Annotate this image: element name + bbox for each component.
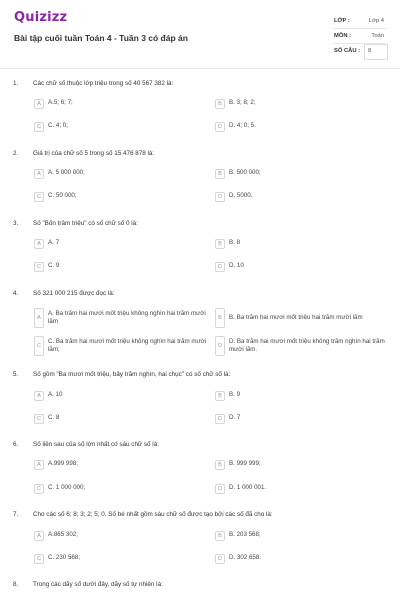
question-text: Trong các dãy số dưới đây, dãy số tự nhiên là: [33, 581, 163, 588]
option-letter: C [34, 484, 44, 494]
option-c[interactable] [34, 552, 214, 565]
option-letter: C [34, 336, 44, 356]
question-number: 5. [13, 371, 19, 378]
meta-grade [334, 14, 386, 29]
option-text: C. 8 [48, 414, 60, 422]
option-d[interactable] [215, 120, 393, 133]
option-d[interactable] [215, 412, 393, 425]
option-text: C. 230 568; [48, 554, 80, 562]
option-text: B. 3; 8; 2; [229, 99, 256, 107]
option-text: A. 5 000 000; [48, 169, 85, 177]
option-letter: D [215, 262, 225, 272]
option-text: A. 10 [48, 391, 63, 399]
question-number: 4. [13, 290, 19, 297]
option-c[interactable] [34, 335, 214, 357]
option-letter: D [215, 122, 225, 132]
question-text: Số gồm "Ba mươi mốt triệu, bảy trăm nghìn, hai chục" có số chữ số là: [33, 371, 231, 378]
option-letter: C [34, 414, 44, 424]
question-text: Số liền sau của số lớn nhất có sáu chữ số là: [33, 441, 159, 448]
option-d[interactable] [215, 482, 393, 495]
option-letter: B [215, 239, 225, 249]
question-text: Số "Bốn trăm triệu" có số chữ số 0 là: [33, 220, 138, 227]
option-d[interactable] [215, 190, 393, 203]
option-text: A.5; 6; 7; [48, 99, 73, 107]
question-number: 8. [13, 581, 19, 588]
option-c[interactable] [34, 190, 214, 203]
option-letter: B [215, 99, 225, 109]
option-text: B. 999 999; [229, 460, 261, 468]
option-text: A.865 302; [48, 531, 78, 539]
option-c[interactable] [34, 120, 214, 133]
option-b[interactable] [215, 529, 393, 542]
question-number: 1. [13, 80, 19, 87]
option-letter: A [34, 391, 44, 401]
option-b[interactable] [215, 167, 393, 180]
option-letter: C [34, 262, 44, 272]
option-a[interactable] [34, 307, 214, 329]
option-text: B. 9 [229, 391, 241, 399]
question-text: Giá trị của chữ số 5 trong số 15 476 878 là: [33, 150, 155, 157]
option-letter: A [34, 99, 44, 109]
option-letter: D [215, 336, 225, 356]
option-letter: D [215, 414, 225, 424]
option-text: C. 4; 0; [48, 122, 68, 130]
option-text: D. 7 [229, 414, 241, 422]
meta-grade-label: LỚP : [334, 18, 350, 24]
quizizz-logo: Quizizz [14, 10, 68, 25]
question-number: 6. [13, 441, 19, 448]
meta-subject [334, 29, 386, 44]
option-a[interactable] [34, 97, 214, 110]
option-b[interactable] [215, 237, 393, 250]
option-d[interactable] [215, 260, 393, 273]
question-number: 3. [13, 220, 19, 227]
option-letter: A [34, 531, 44, 541]
option-text: A.999 998; [48, 460, 78, 468]
option-text: B. 203 568; [229, 531, 261, 539]
option-a[interactable] [34, 389, 214, 402]
option-text: D. 1 000 001. [229, 484, 267, 492]
worksheet-meta [334, 14, 386, 59]
option-text: D. 4; 0; 5. [229, 122, 256, 130]
worksheet-header [0, 0, 400, 70]
meta-subject-value: Toán [371, 33, 384, 39]
option-letter: A [34, 239, 44, 249]
option-letter: A [34, 308, 44, 328]
option-text: D. 5000. [229, 192, 253, 200]
option-letter: D [215, 554, 225, 564]
option-letter: C [34, 122, 44, 132]
meta-count [334, 44, 386, 59]
option-letter: B [215, 391, 225, 401]
option-b[interactable] [215, 307, 393, 329]
header-divider [0, 68, 400, 69]
question-number: 2. [13, 150, 19, 157]
worksheet-title: Bài tập cuối tuần Toán 4 - Tuần 3 có đáp án [14, 33, 188, 43]
option-a[interactable] [34, 529, 214, 542]
option-c[interactable] [34, 482, 214, 495]
option-a[interactable] [34, 458, 214, 471]
option-text: D. Ba trăm hai mươi mốt triệu không trăm nghìn hai trăm mười lăm. [229, 337, 385, 353]
meta-subject-label: MÔN : [334, 33, 352, 39]
option-letter: B [215, 531, 225, 541]
meta-count-value: 8 [368, 48, 372, 54]
option-text: C. 1 000 000; [48, 484, 86, 492]
option-b[interactable] [215, 458, 393, 471]
question-text: Số 321 000 215 được đọc là: [33, 290, 115, 297]
option-text: D. 10 [229, 262, 244, 270]
meta-count-label: SỐ CÂU : [334, 48, 361, 54]
question-number: 7. [13, 511, 19, 518]
option-text: A. Ba trăm hai mươi mốt triệu không nghìn hai trăm mười lăm [48, 309, 206, 325]
option-letter: C [34, 554, 44, 564]
option-text: B. 8 [229, 239, 241, 247]
option-letter: B [215, 169, 225, 179]
option-a[interactable] [34, 237, 214, 250]
option-text: C. Ba trăm hai mươi mốt triệu không nghìn hai trăm mười lăm; [48, 337, 207, 353]
option-text: B. 500 000; [229, 169, 261, 177]
option-letter: D [215, 192, 225, 202]
option-b[interactable] [215, 389, 393, 402]
option-c[interactable] [34, 412, 214, 425]
option-d[interactable] [215, 335, 393, 357]
option-letter: A [34, 460, 44, 470]
option-letter: B [215, 308, 225, 328]
option-letter: D [215, 484, 225, 494]
option-text: C. 50 000; [48, 192, 77, 200]
option-letter: A [34, 169, 44, 179]
option-c[interactable] [34, 260, 214, 273]
question-text: Các chữ số thuộc lớp triệu trong số 40 567 382 là: [33, 80, 174, 87]
option-b[interactable] [215, 97, 393, 110]
option-text: A. 7 [48, 239, 60, 247]
option-text: C. 9 [48, 262, 60, 270]
option-text: B. Ba trăm hai mươi mốt triệu hai trăm mười lăm [229, 313, 363, 321]
option-text: D. 302 658. [229, 554, 261, 562]
option-letter: B [215, 460, 225, 470]
question-text: Cho các số 6; 8; 3; 2; 5; 0. Số bé nhất gồm sáu chữ số được tạo bởi các số đã cho là: [33, 511, 273, 518]
option-letter: C [34, 192, 44, 202]
option-a[interactable] [34, 167, 214, 180]
option-d[interactable] [215, 552, 393, 565]
meta-grade-value: Lớp 4 [368, 18, 384, 24]
